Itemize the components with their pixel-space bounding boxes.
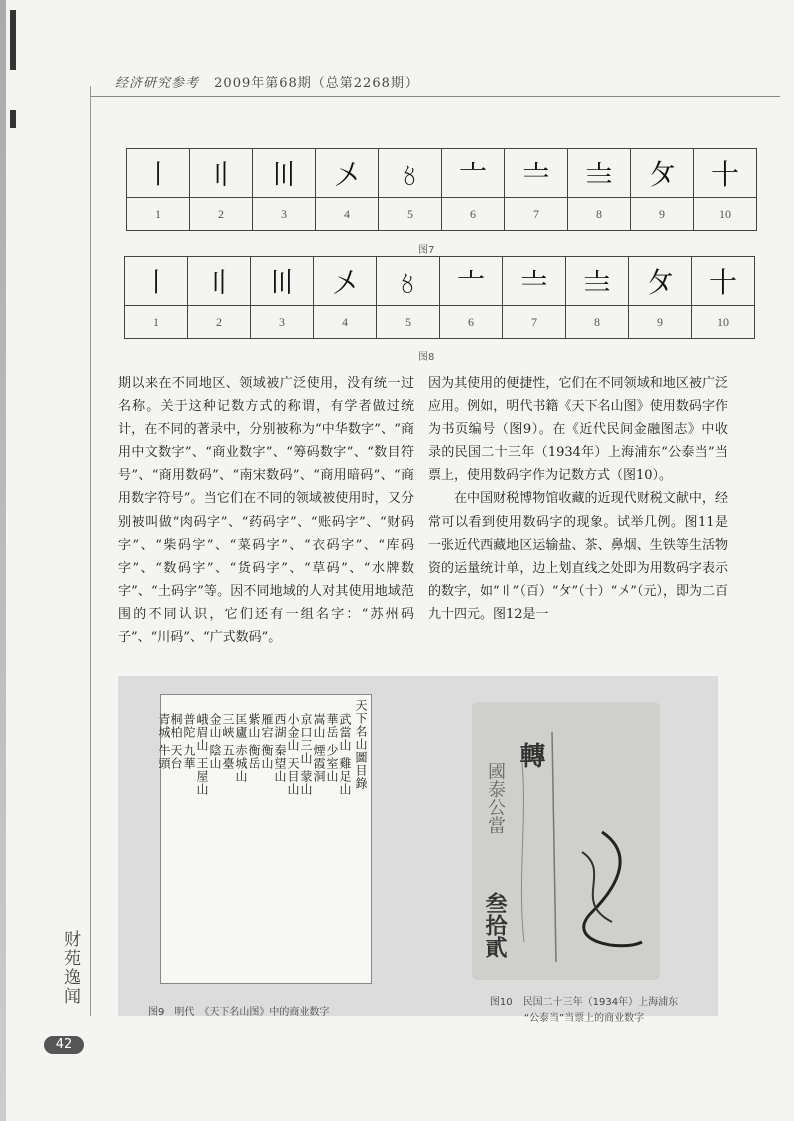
fig9-col: 京口三山 蒙山	[299, 713, 313, 796]
f8-dig-9: 9	[629, 306, 692, 339]
ticket-shop-name: 國泰公當	[485, 762, 506, 834]
f8-sym-3: 〣	[251, 257, 314, 306]
f7-sym-3: 〣	[253, 149, 316, 198]
section-label: 财苑逸闻	[60, 930, 80, 1006]
f7-sym-2: 〢	[190, 149, 253, 198]
fig9-col: 青城 牛頭	[157, 713, 171, 770]
figure-9-caption: 图9 明代 《天下名山图》中的商业数字	[148, 1007, 330, 1018]
f7-dig-9: 9	[631, 198, 694, 231]
f8-dig-10: 10	[692, 306, 755, 339]
fig9-col: 雁宕 衡山	[260, 713, 274, 770]
f7-dig-5: 5	[379, 198, 442, 231]
scan-mark-2	[10, 110, 16, 128]
fig9-col: 華岳 少室山	[325, 713, 339, 783]
figure-8-table	[124, 256, 755, 339]
margin-rule	[90, 86, 91, 1016]
f7-sym-8: 〨	[568, 149, 631, 198]
f8-sym-7: 〧	[503, 257, 566, 306]
paragraph: 期以来在不同地区、领域被广泛使用，没有统一过名称。关于这种记数方式的称谓，有学者做过统计，在不同的著录中，分别被称为“中华数字”、“商用中文数字”、“商业数字”、“筹码数字”、“数目符号”、“商用数码”、“南宋数码”、“商用暗码”、“商用数字符号”。当它们在不同的领域被使用时，又分别被叫做“肉码字”、“药码字”、“账码字”、“财码字”、“柴码字”、“菜码字”、“衣码字”、“库码字”、“数码字”、“货码字”、“草码”、“水牌数字”、“土码字”等。因不同地域的人对其使用地域范围的不同认识，它们还有一组名字：“苏州码子”、“川码”、“广式数码”。	[118, 376, 414, 646]
scan-mark	[10, 10, 16, 70]
f8-dig-3: 3	[251, 306, 314, 339]
fig9-col: 紫山 衡岳	[247, 713, 261, 770]
f8-dig-1: 1	[125, 306, 188, 339]
fig9-col: 三峽 五臺	[221, 713, 235, 770]
figure-9-image	[157, 694, 372, 984]
f7-dig-4: 4	[316, 198, 379, 231]
paragraph: 在中国财税博物馆收藏的近现代财税文献中，经常可以看到使用数码字的现象。试举几例。图11是一张近代西藏地区运输盐、茶、鼻烟、生铁等生活物资的运量统计单，边上划直线之处即为用数码字表示的数字，如“〢”（百）“〩”（十）“〤”（元），即为二百九十四元。图12是一	[428, 491, 728, 622]
f8-sym-4: 〤	[314, 257, 377, 306]
fig9-col: 金山 陰山	[208, 713, 222, 770]
figure-7-caption: 图7	[418, 245, 435, 256]
f7-dig-2: 2	[190, 198, 253, 231]
f7-dig-10: 10	[694, 198, 757, 231]
running-header	[115, 72, 419, 91]
body-column-left	[118, 372, 414, 649]
f7-sym-4: 〤	[316, 149, 379, 198]
f8-sym-5: 〥	[377, 257, 440, 306]
fig9-col: 嵩山 煙霞洞	[312, 713, 326, 783]
journal-title: 经济研究参考	[115, 76, 200, 91]
header-rule	[90, 96, 780, 97]
f8-dig-6: 6	[440, 306, 503, 339]
fig9-col: 小金山 天目山	[286, 713, 300, 796]
ticket-amount: 叁拾貳	[482, 892, 508, 958]
fig9-col: 峨眉山 王屋山	[195, 713, 209, 796]
f8-sym-10: 十	[692, 257, 755, 306]
f7-dig-1: 1	[127, 198, 190, 231]
ticket-stamp-char: 轉	[515, 742, 545, 768]
paragraph: 因为其使用的便捷性，它们在不同领域和地区被广泛应用。例如，明代书籍《天下名山图》使用数码字作为书页编号（图9）。在《近代民间金融图志》中收录的民国二十三年（1934年）上海浦东“公泰当”当票上，使用数码字作为记数方式（图10）。	[428, 376, 728, 484]
f7-dig-8: 8	[568, 198, 631, 231]
fig9-col: 西湖 秦望山	[273, 713, 287, 783]
body-column-right	[428, 372, 728, 626]
f7-sym-5: 〥	[379, 149, 442, 198]
f7-sym-1: 〡	[127, 149, 190, 198]
figure-10-caption	[444, 995, 724, 1027]
f8-dig-8: 8	[566, 306, 629, 339]
fig9-col: 天下名山圖目錄	[354, 699, 368, 790]
page-number: 42	[44, 1036, 84, 1054]
caption-line: 图10 民国二十三年（1934年）上海浦东	[489, 997, 679, 1008]
figure-8-caption: 图8	[418, 352, 435, 363]
f8-sym-9: 〩	[629, 257, 692, 306]
f8-dig-7: 7	[503, 306, 566, 339]
f8-dig-2: 2	[188, 306, 251, 339]
f7-dig-6: 6	[442, 198, 505, 231]
fig9-col: 桐柏 天台	[169, 713, 183, 770]
figure-7-table	[126, 148, 757, 231]
f8-sym-2: 〢	[188, 257, 251, 306]
binding-edge	[0, 0, 6, 1121]
f7-sym-7: 〧	[505, 149, 568, 198]
f7-sym-9: 〩	[631, 149, 694, 198]
f8-dig-5: 5	[377, 306, 440, 339]
f8-sym-8: 〨	[566, 257, 629, 306]
issue-info: 2009年第68期（总第2268期）	[214, 76, 419, 91]
f7-dig-7: 7	[505, 198, 568, 231]
figure-10-image	[472, 702, 660, 980]
f7-dig-3: 3	[253, 198, 316, 231]
caption-line: “公泰当”当票上的商业数字	[523, 1013, 645, 1024]
fig9-col: 普陀 九華	[182, 713, 196, 770]
fig9-col: 武當山 雞足山	[338, 713, 352, 796]
f8-sym-6: 〦	[440, 257, 503, 306]
f8-dig-4: 4	[314, 306, 377, 339]
fig9-col: 匡廬 赤城山	[234, 713, 248, 783]
f8-sym-1: 〡	[125, 257, 188, 306]
f7-sym-10: 十	[694, 149, 757, 198]
f7-sym-6: 〦	[442, 149, 505, 198]
